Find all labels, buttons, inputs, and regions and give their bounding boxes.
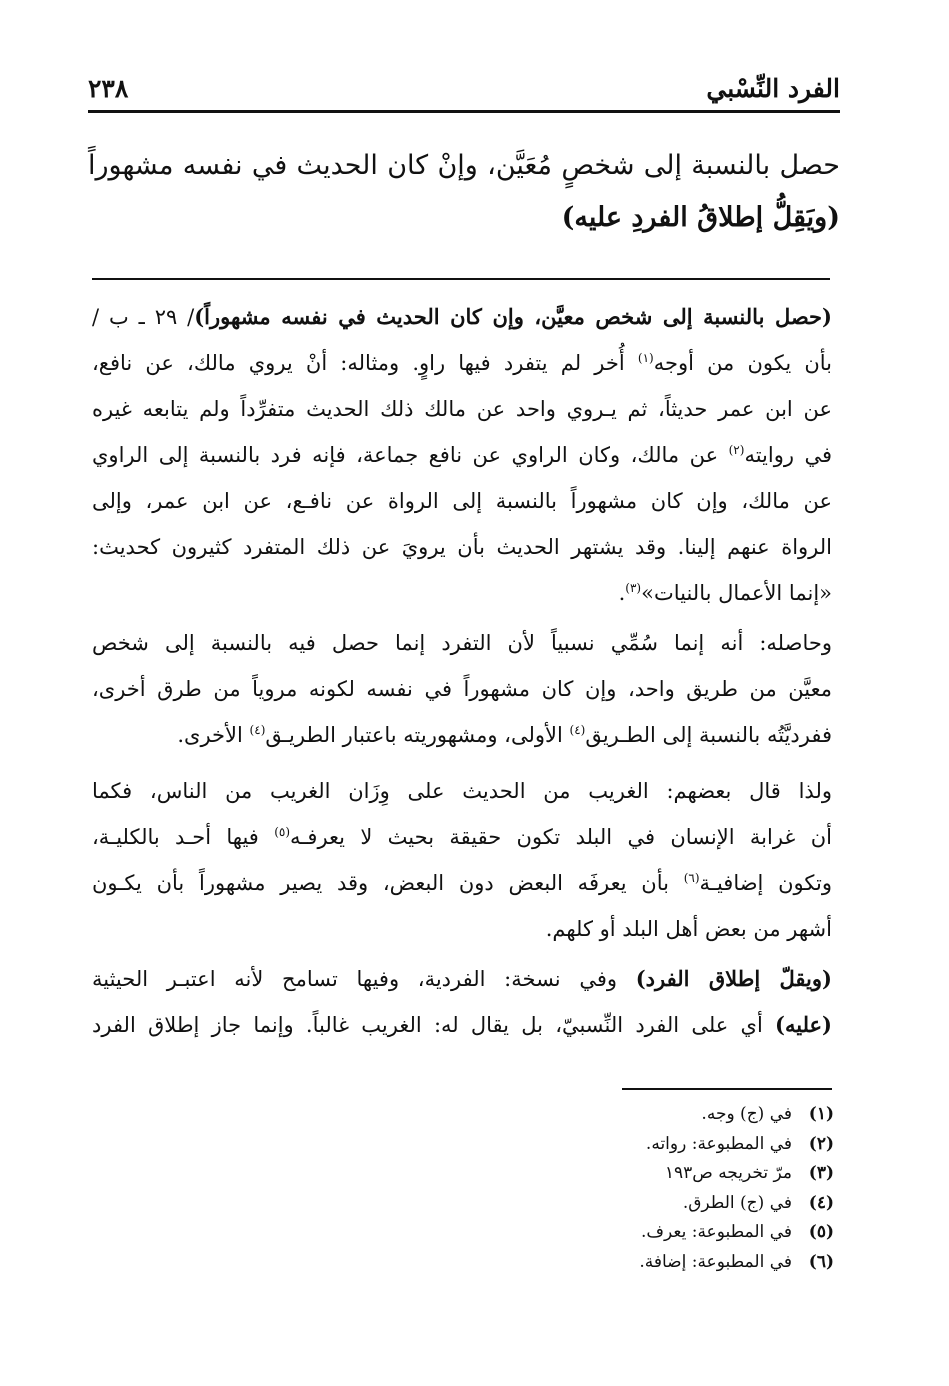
- running-title: الفرد النِّسْبي: [706, 73, 840, 103]
- p1-line-6: الرواة عنهم إلينا. وقد يشتهر الحديث بأن يرويَ عن ذلك المتفرد كثيرون كحديث:: [92, 535, 832, 559]
- p1-line-4-a: في روايته: [744, 443, 832, 467]
- p3-line-4: أشهر من بعض أهل البلد أو كلهم.: [545, 917, 832, 941]
- footnote-text: مرّ تخريجه ص١٩٣: [664, 1163, 792, 1183]
- footnote-item: [480, 1159, 834, 1189]
- footnote-number: (٦): [808, 1251, 834, 1272]
- p4-bold-quote-1: (ويقلّ إطلاق الفرد): [635, 966, 832, 991]
- footnote-number: (٥): [808, 1222, 834, 1242]
- footnote-ref-1: (١): [637, 351, 654, 365]
- footnote-item: [480, 1218, 834, 1248]
- footnote-text: في (ج) وجه.: [701, 1104, 792, 1124]
- p1-line-7-a: «إنما الأعمال بالنيات»: [641, 581, 832, 605]
- page-header: [88, 68, 840, 108]
- p1-bold-quote: (حصل بالنسبة إلى شخص معيَّن، وإن كان الحديث في نفسه مشهوراً): [194, 304, 832, 329]
- matn-line-1: حصل بالنسبة إلى شخصٍ مُعَيَّن، وإنْ كان الحديث في نفسه مشهوراً: [88, 150, 840, 181]
- p2-line-3-a: ففرديَّتُه بالنسبة إلى الطـريق: [585, 723, 832, 747]
- p3-line-2: [92, 814, 832, 860]
- p3-line-3-b: بأن يعرفَه البعض دون البعض، وقد يصير مشهوراً بأن يكـون: [92, 871, 669, 895]
- p4-line-2-rest: أي على الفرد النِّسبيّ، بل يقال له: الغريب غالباً. وإنما جاز إطلاق الفرد: [92, 1013, 763, 1037]
- commentary-paragraph-1: [92, 294, 832, 616]
- footnote-item: [480, 1130, 834, 1160]
- footnote-text: في (ج) الطرق.: [682, 1192, 792, 1213]
- manuscript-folio-mark: / ٢٩ ـ ب /: [92, 305, 195, 329]
- footnote-ref-2: (٢): [728, 443, 745, 457]
- p1-line-2: [92, 340, 832, 386]
- footnote-number: (٣): [808, 1163, 834, 1183]
- footnote-ref-4a: (٤): [569, 723, 586, 737]
- p1-line-5: عن مالك، وإن كان مشهوراً بالنسبة إلى الرواة عن نافـع، عن ابن عمر، وإلى: [92, 489, 832, 513]
- p3-line-2-b: فيها أحـد بالكليـة،: [92, 825, 259, 849]
- footnote-ref-4b: (٤): [249, 723, 266, 737]
- footnote-separator-rule: [622, 1088, 832, 1090]
- p4-line-1-rest: وفي نسخة: الفردية، وفيها تسامح لأنه اعتبـر الحيثية: [92, 967, 618, 991]
- p2-line-3-c: الأخرى.: [177, 723, 243, 747]
- footnote-number: (٢): [808, 1133, 834, 1154]
- footnote-ref-6: (٦): [683, 871, 700, 885]
- p2-line-3: [92, 712, 832, 758]
- footnotes: [480, 1100, 834, 1277]
- p2-line-3-b: الأولى، ومشهوريته باعتبار الطريـق: [265, 723, 563, 747]
- p3-line-2-a: أن غرابة الإنسان في البلد تكون حقيقة بحيث لا يعرفـه: [290, 825, 832, 849]
- commentary-paragraph-4: [92, 956, 832, 1048]
- footnote-number: (١): [808, 1104, 834, 1124]
- footnote-number: (٤): [808, 1192, 834, 1213]
- p1-line-2-b: أُخر لم يتفرد فيها راوٍ. ومثاله: أنْ يروي مالك، عن نافع،: [92, 351, 625, 375]
- p2-line-2: معيَّن من طريق واحد، وإن كان مشهوراً في نفسه لكونه مروياً من طرق أخرى،: [92, 677, 832, 701]
- footnote-item: [480, 1100, 834, 1130]
- p1-line-1: [92, 294, 832, 340]
- p1-line-7-b: .: [618, 581, 626, 605]
- p3-line-3-a: وتكون إضافيـة: [699, 871, 832, 895]
- p4-bold-quote-2: (عليه): [775, 1012, 832, 1037]
- p1-line-3: عن ابن عمر حديثاً، ثم يـروي واحد عن مالك ذلك الحديث متفرِّداً ولم يتابعه غيره: [92, 397, 832, 421]
- header-rule: [88, 110, 840, 113]
- footnote-text: في المطبوعة: يعرف.: [640, 1222, 792, 1242]
- footnote-ref-5: (٥): [274, 825, 291, 839]
- footnote-item: [480, 1248, 834, 1278]
- page-number: ٢٣٨: [88, 73, 129, 103]
- commentary-paragraph-2: [92, 620, 832, 758]
- p4-line-1: [92, 956, 832, 1002]
- commentary-paragraph-3: [92, 768, 832, 952]
- p3-line-1: ولذا قال بعضهم: الغريب من الحديث على وِزَان الغريب من الناس، فكما: [92, 779, 832, 803]
- p3-line-3: [92, 860, 832, 906]
- footnote-text: في المطبوعة: رواته.: [645, 1133, 792, 1154]
- p4-line-2: [92, 1002, 832, 1048]
- p1-line-4-b: عن مالك، وكان الراوي عن نافع جماعة، فإنه فرد بالنسبة إلى الراوي: [92, 443, 719, 467]
- p1-line-4: [92, 432, 832, 478]
- p2-line-1: وحاصله: أنه إنما سُمِّي نسبياً لأن التفرد إنما حصل فيه بالنسبة إلى شخص: [92, 631, 832, 655]
- footnote-ref-3: (٣): [625, 581, 642, 595]
- matn-text: [88, 140, 840, 244]
- matn-line-2: (ويَقِلُّ إطلاقُ الفردِ عليه): [561, 202, 840, 233]
- p1-line-2-a: بأن يكون من أوجه: [653, 351, 832, 375]
- matn-separator-rule: [92, 278, 830, 280]
- footnote-item: [480, 1189, 834, 1219]
- p1-line-7: [92, 570, 832, 616]
- footnote-text: في المطبوعة: إضافة.: [639, 1251, 792, 1272]
